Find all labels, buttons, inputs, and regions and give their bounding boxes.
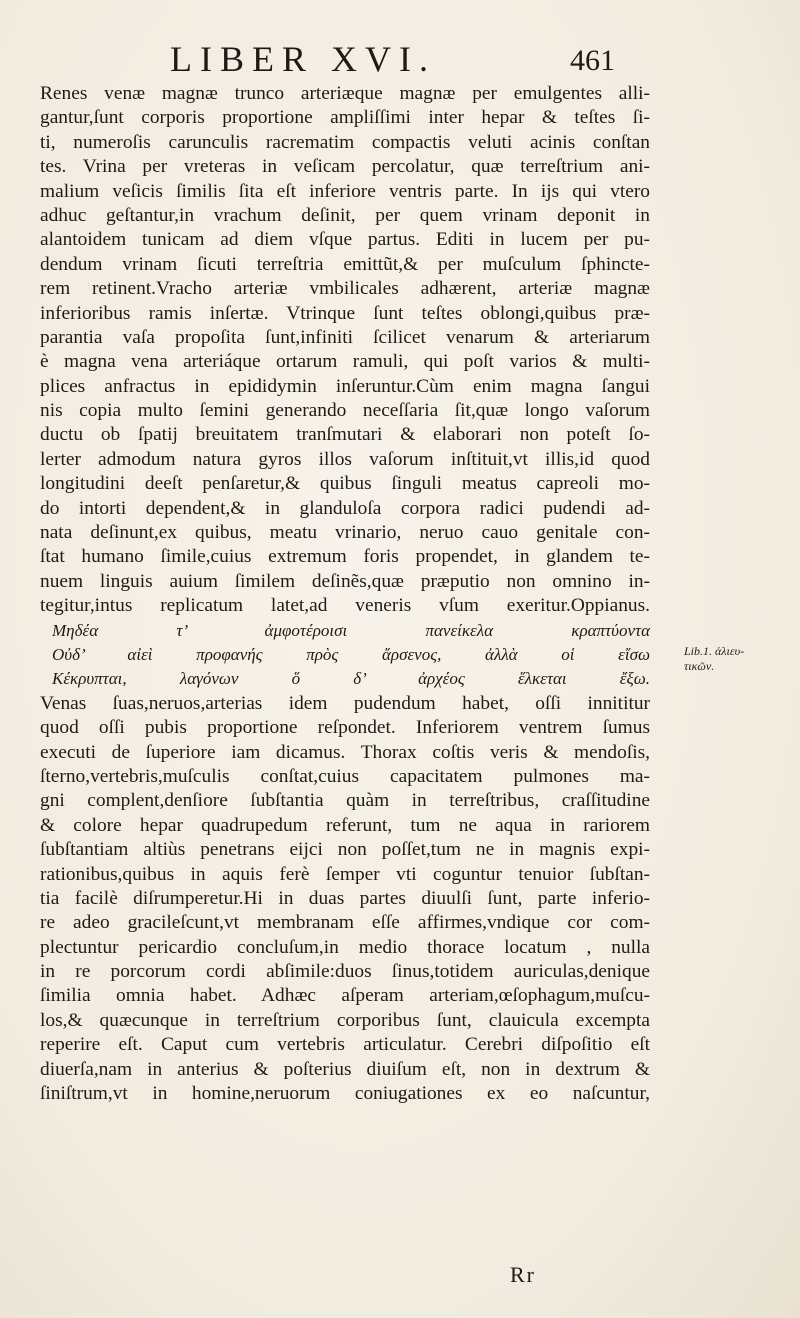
- text-line: tegitur,intus replicatum latet,ad veneris vſum exeritur.Oppianus.: [40, 595, 650, 617]
- paragraph-venas: [40, 692, 650, 1107]
- text-line: executi de ſuperiore iam dicamus. Thorax coſtis veris & mendoſis,: [40, 741, 650, 763]
- page-number: 461: [570, 44, 615, 77]
- text-line: nata deſinunt,ex quibus, meatu vrinario, neruo cauo genitale con-: [40, 522, 650, 544]
- text-line: adhuc geſtantur,in vrachum deſinit, per quem vrinam deponit in: [40, 204, 650, 226]
- text-line: inferioribus ramis inſertæ. Vtrinque ſunt teſtes oblongi,quibus præ-: [40, 302, 650, 324]
- text-line: reperire eſt. Caput cum vertebris articulatur. Cerebri diſpoſitio eſt: [40, 1034, 650, 1056]
- text-line: malium veſicis ſimilis ſita eſt inferiore ventris parte. In ijs qui vtero: [40, 180, 650, 202]
- text-line: plices anfractus in epididymin inſeruntur.Cùm enim magna ſangui: [40, 375, 650, 397]
- text-line: ſubſtantiam altiùs penetrans eijci non poſſet,tum ne in magnis expi-: [40, 839, 650, 861]
- text-line: in re porcorum cordi abſimile:duos ſinus,totidem auriculas,denique: [40, 961, 650, 983]
- text-line: dendum vrinam ſicuti terreſtria emittũt,& per muſculum ſphincte-: [40, 253, 650, 275]
- text-line: Μηδέα τ’ ἀμφοτέροισι πανείκελα κραπτύοντα: [52, 620, 650, 640]
- signature-mark: Rr: [510, 1262, 536, 1287]
- text-line: nuem linguis auium ſimilem deſinẽs,quæ præputio non omnino in-: [40, 570, 650, 592]
- text-line: tes. Vrina per vreteras in veſicam percolatur, quæ terreſtrium ani-: [40, 156, 650, 178]
- text-line: tia facilè diſrumperetur.Hi in duas partes diuulſi ſunt, parte inferio-: [40, 887, 650, 909]
- text-line: do intorti dependent,& in glanduloſa corpora radici pudendi ad-: [40, 497, 650, 519]
- text-line: gni complent,denſiore ſubſtantia quàm in terreſtribus, craſſitudine: [40, 790, 650, 812]
- text-line: Οὐδ’ αἰεὶ προφανής πρὸς ἄρσενος, ἀλλὰ οἱ εἴσω: [52, 644, 650, 664]
- text-line: Venas ſuas,neruos,arterias idem pudendum habet, oſſi innititur: [40, 692, 650, 714]
- text-line: los,& quæcunque in terreſtrium corporibus ſunt, clauicula excempta: [40, 1009, 650, 1031]
- main-text-block: [40, 82, 650, 1106]
- text-line: Renes venæ magnæ trunco arteriæque magnæ per emulgentes alli-: [40, 83, 650, 104]
- text-line: & colore hepar quadrupedum referunt, tum ne aqua in rariorem: [40, 814, 650, 836]
- greek-quotation-oppianus: [40, 619, 650, 692]
- marginal-note: Lib.1. ἁλιευ-τικῶν.: [684, 644, 745, 673]
- text-line: ſiniſtrum,vt in homine,neruorum coniugationes ex eo naſcuntur,: [40, 1083, 650, 1105]
- text-line: parantia vaſa propoſita ſunt,infiniti ſcilicet venarum & arteriarum: [40, 326, 650, 348]
- text-line: ti, numeroſis carunculis racrematim compactis veluti acinis conſtan: [40, 131, 650, 153]
- paragraph-renes: [40, 82, 650, 619]
- text-line: rationibus,quibus in aquis ferè ſemper vti coguntur tenuior ſubſtan-: [40, 863, 650, 885]
- text-line: plectuntur pericardio concluſum,in medio thorace locatum , nulla: [40, 936, 650, 958]
- text-line: ſterno,vertebris,muſculis conſtat,cuius capacitatem pulmones ma-: [40, 765, 650, 787]
- text-line: gantur,ſunt corporis proportione ampliſſimi inter hepar & teſtes ſi-: [40, 107, 650, 129]
- text-line: longitudini deeſt penſaretur,& quibus ſinguli meatus capreoli mo-: [40, 473, 650, 495]
- running-title: LIBER XVI.: [170, 39, 436, 79]
- text-line: alantoidem tunicam ad diem vſque partus. Editi in lucem per pu-: [40, 229, 650, 251]
- text-line: ductu ob ſpatij breuitatem tranſmutari & elaborari non poteſt ſo-: [40, 424, 650, 446]
- text-line: nis copia multo ſemini generando neceſſaria ſit,quæ longo vaſorum: [40, 400, 650, 422]
- text-line: quod oſſi pubis proportione reſpondet. Inferiorem ventrem ſumus: [40, 717, 650, 739]
- text-line: rem retinent.Vracho arteriæ vmbilicales adhærent, arteriæ magnæ: [40, 278, 650, 300]
- text-line: Κέκρυπται, λαγόνων ὅ δ’ ἀρχέος ἕλκεται ἔξω.: [52, 669, 650, 689]
- text-line: re adeo gracileſcunt,vt membranam eſſe affirmes,vndique cor com-: [40, 912, 650, 934]
- text-line: diuerſa,nam in anterius & poſterius diuiſum eſt, non in dextrum &: [40, 1058, 650, 1080]
- text-line: lerter admodum natura gyros illos vaſorum inſtituit,vt illis,id quod: [40, 448, 650, 470]
- text-line: ſimilia omnia habet. Adhæc aſperam arteriam,œſophagum,muſcu-: [40, 985, 650, 1007]
- text-line: ſtat humano ſimile,cuius extremum foris propendet, in glandem te-: [40, 546, 650, 568]
- text-line: è magna vena arteriáque ortarum ramuli, qui poſt varios & multi-: [40, 351, 650, 373]
